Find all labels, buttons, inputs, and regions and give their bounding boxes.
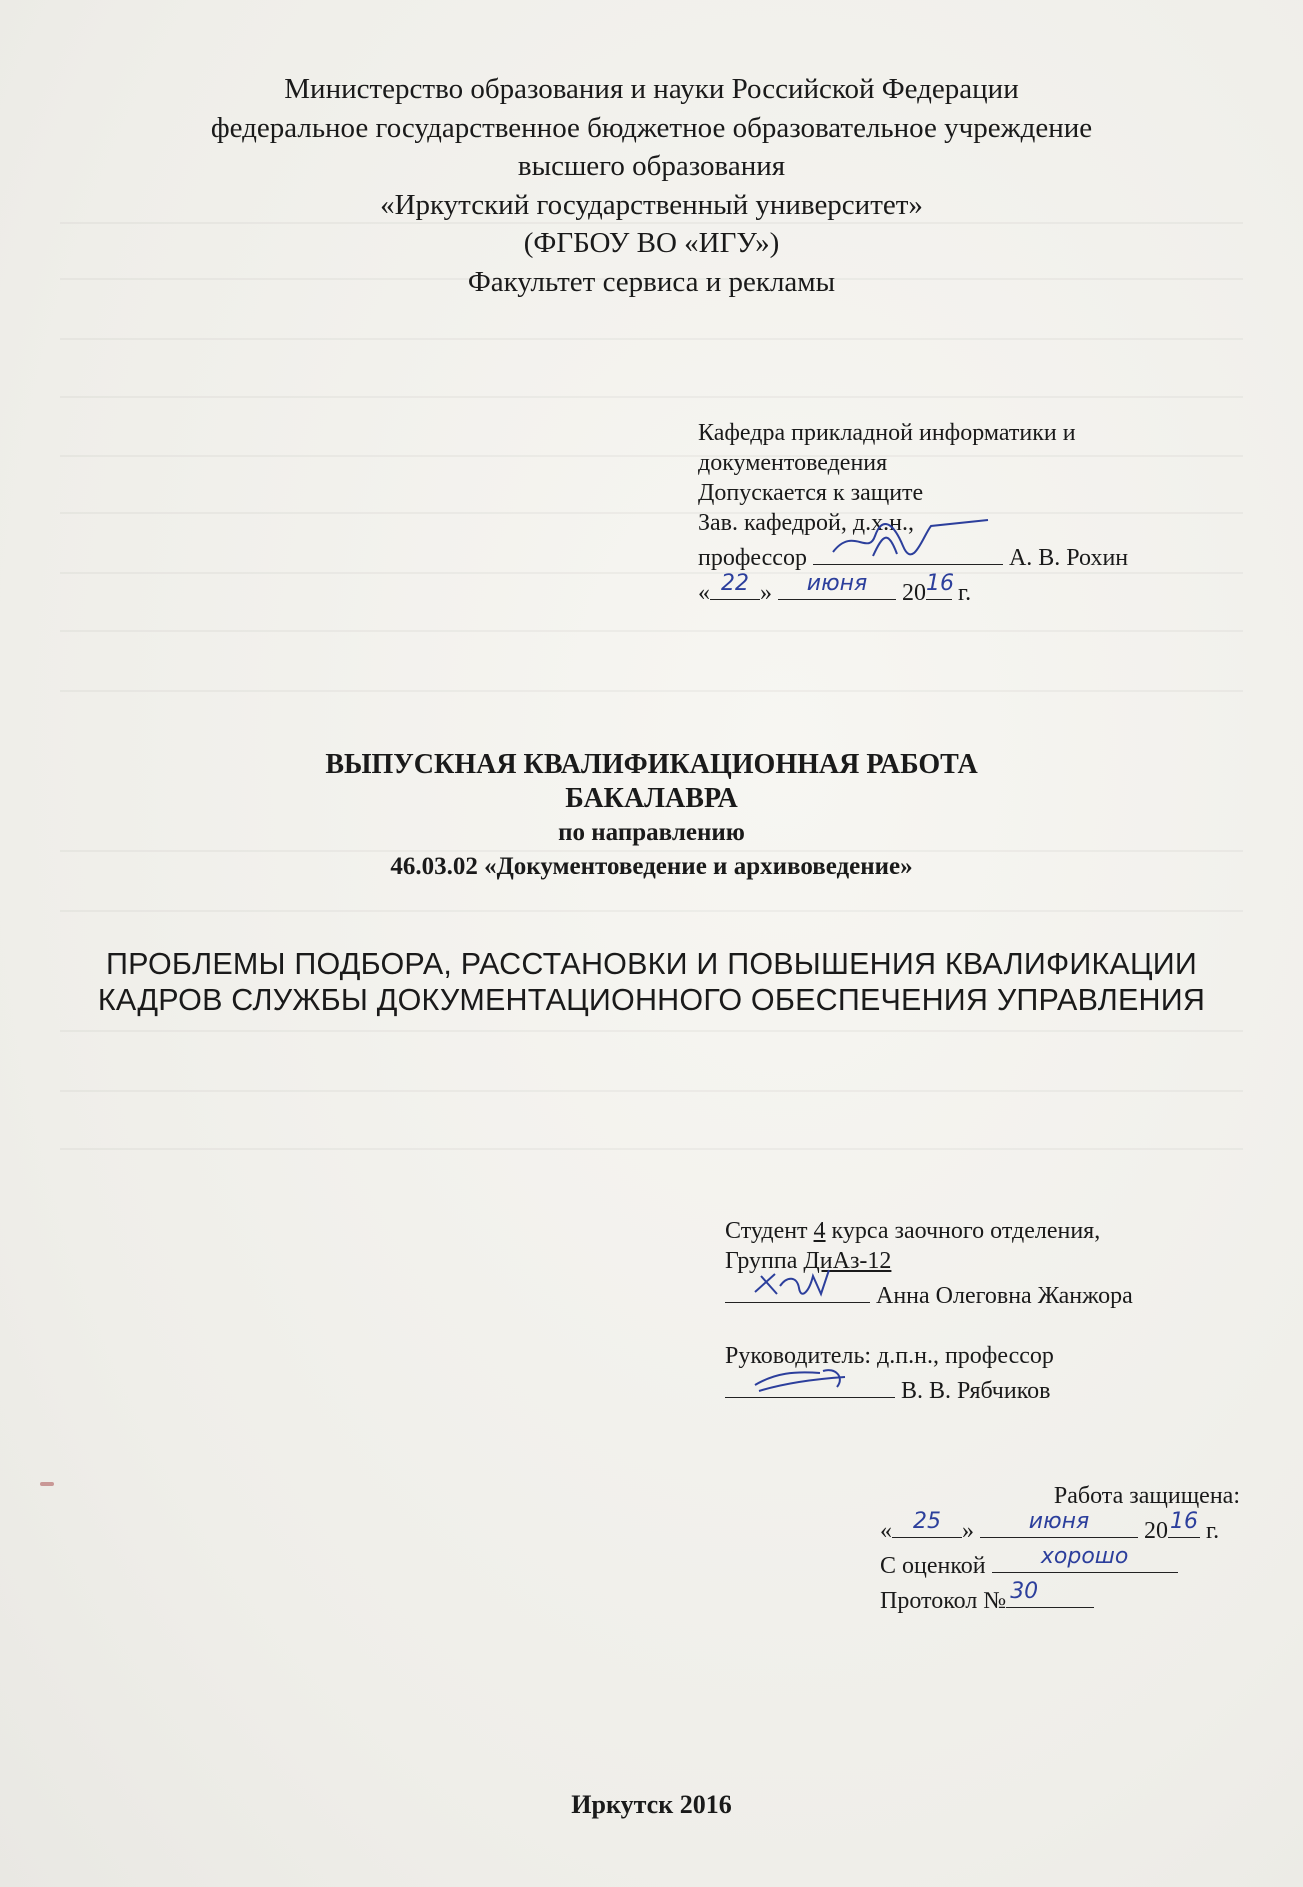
protocol-label: Протокол № <box>880 1588 1007 1614</box>
bleed-through-line <box>60 630 1243 632</box>
advisor-name: В. В. Рябчиков <box>901 1378 1051 1404</box>
protocol-handwritten: 30 <box>1010 1579 1039 1604</box>
defense-block <box>880 1481 1240 1616</box>
ink-mark <box>40 1482 54 1486</box>
approval-block <box>698 418 1128 608</box>
grade-label: С оценкой <box>880 1553 986 1579</box>
professor-name: А. В. Рохин <box>1008 545 1129 571</box>
year-unit: г. <box>1206 1518 1220 1544</box>
direction-code-line: 46.03.02 «Документоведение и архивоведение» <box>390 853 913 880</box>
approval-date-line <box>698 573 1128 608</box>
professor-label: профессор <box>698 545 807 571</box>
bleed-through-line <box>60 1090 1243 1092</box>
bleed-through-line <box>60 1148 1243 1150</box>
student-signature-field <box>725 1276 870 1303</box>
student-signature-line <box>725 1276 1133 1311</box>
handwritten-signature-icon <box>813 516 1003 560</box>
date-close-quote: » <box>962 1518 974 1544</box>
date-open-quote: « <box>880 1518 892 1544</box>
bleed-through-line <box>60 1030 1243 1032</box>
admitted-line: Допускается к защите <box>698 480 924 506</box>
student-name: Анна Олеговна Жанжора <box>876 1283 1133 1309</box>
date-day-field <box>710 573 760 600</box>
institution-header <box>0 70 1303 301</box>
university-abbr-line: (ФГБОУ ВО «ИГУ») <box>523 227 780 259</box>
bleed-through-line <box>60 690 1243 692</box>
defense-day-field <box>892 1511 962 1538</box>
student-block <box>725 1216 1133 1406</box>
student-label: Студент <box>725 1218 808 1244</box>
defense-day-handwritten: 25 <box>913 1509 941 1534</box>
student-course-line <box>725 1216 1133 1246</box>
course-suffix: курса заочного отделения, <box>831 1218 1101 1244</box>
advisor-signature-field <box>725 1371 895 1398</box>
department-line-2: документоведения <box>698 450 888 476</box>
date-month-field <box>778 573 896 600</box>
date-month-handwritten: июня <box>806 571 868 596</box>
advisor-line: Руководитель: д.п.н., профессор <box>725 1343 1054 1369</box>
work-title-block <box>0 748 1303 884</box>
defense-date-line <box>880 1511 1240 1546</box>
course-number: 4 <box>813 1218 826 1244</box>
year-prefix: 20 <box>902 580 926 606</box>
topic-line-1: ПРОБЛЕМЫ ПОДБОРА, РАССТАНОВКИ И ПОВЫШЕНИЯ КВАЛИФИКАЦИИ <box>105 947 1198 981</box>
year-suffix-handwritten: 16 <box>1170 1509 1198 1534</box>
work-type-line: ВЫПУСКНАЯ КВАЛИФИКАЦИОННАЯ РАБОТА <box>325 749 978 780</box>
institution-type-line: федеральное государственное бюджетное образовательное учреждение <box>210 111 1093 144</box>
topic-line-2: КАДРОВ СЛУЖБЫ ДОКУМЕНТАЦИОННОГО ОБЕСПЕЧЕНИЯ УПРАВЛЕНИЯ <box>97 983 1206 1017</box>
university-name-line: «Иркутский государственный университет» <box>380 188 923 221</box>
handwritten-signature-icon <box>725 1262 870 1302</box>
group-label: Группа <box>725 1248 798 1274</box>
grade-line <box>880 1546 1240 1581</box>
grade-handwritten: хорошо <box>1040 1544 1129 1569</box>
signature-field <box>813 538 1003 565</box>
year-prefix: 20 <box>1144 1518 1168 1544</box>
year-suffix-field <box>926 573 952 600</box>
group-value: ДиАз-12 <box>803 1248 892 1274</box>
year-suffix-handwritten: 16 <box>926 571 954 596</box>
grade-field <box>992 1546 1178 1573</box>
protocol-line <box>880 1581 1240 1616</box>
handwritten-signature-icon <box>725 1357 895 1397</box>
bleed-through-line <box>60 396 1243 398</box>
year-unit: г. <box>958 580 972 606</box>
defense-year-suffix-field <box>1168 1511 1200 1538</box>
defense-month-field <box>980 1511 1138 1538</box>
bleed-through-line <box>60 910 1243 912</box>
degree-line: БАКАЛАВРА <box>565 783 738 814</box>
department-line-1: Кафедра прикладной информатики и <box>698 420 1076 446</box>
defended-label: Работа защищена: <box>1053 1483 1240 1509</box>
date-close-quote: » <box>760 580 772 606</box>
advisor-signature-line <box>725 1371 1133 1406</box>
protocol-field <box>1006 1581 1094 1608</box>
city-year: Иркутск 2016 <box>571 1790 732 1819</box>
bleed-through-line <box>60 338 1243 340</box>
defense-month-handwritten: июня <box>1028 1509 1090 1534</box>
head-of-department-line: Зав. кафедрой, д.х.н., <box>698 510 914 536</box>
professor-signature-line <box>698 538 1128 573</box>
date-day-handwritten: 22 <box>721 571 749 596</box>
ministry-line: Министерство образования и науки Российской Федерации <box>284 73 1019 105</box>
education-level-line: высшего образования <box>517 150 786 182</box>
faculty-line: Факультет сервиса и рекламы <box>467 265 836 298</box>
date-open-quote: « <box>698 580 710 606</box>
direction-label: по направлению <box>558 819 745 846</box>
thesis-topic <box>0 946 1303 1018</box>
